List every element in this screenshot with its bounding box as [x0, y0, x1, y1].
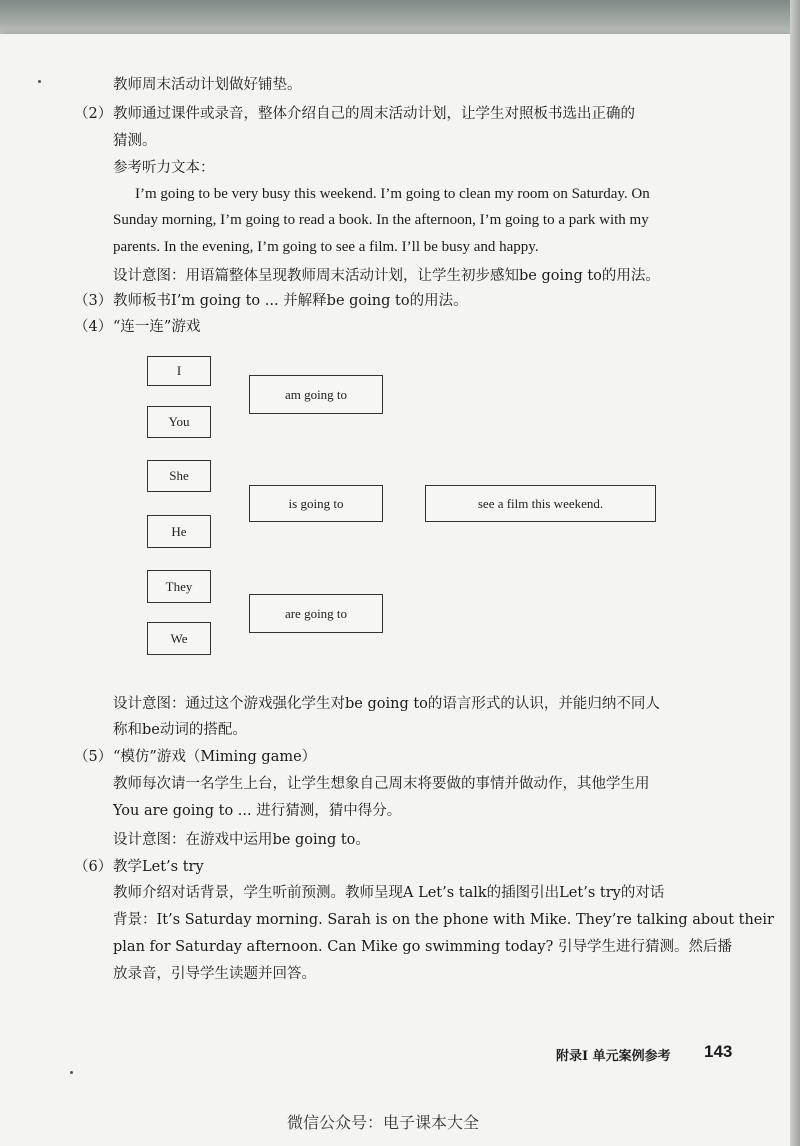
intro-line: 教师周末活动计划做好铺垫。	[113, 77, 302, 93]
design-intent-1: 设计意图：用语篇整体呈现教师周末活动计划，让学生初步感知be going to的用法。	[113, 268, 660, 284]
item-6-line: 教师介绍对话背景，学生听前预测。教师呈现A Let’s talk的插图引出Let’s try的对话	[113, 885, 665, 901]
pronoun-box: You	[147, 406, 211, 438]
item-6-text: 教学Let’s try	[113, 859, 204, 875]
item-6-number: （6）	[74, 859, 113, 875]
item-6-line: plan for Saturday afternoon. Can Mike go swimming today? 引导学生进行猜测。然后播	[113, 939, 732, 955]
pronoun-box: I	[147, 356, 211, 386]
page-edge	[790, 0, 800, 1146]
item-3-number: （3）	[74, 293, 113, 309]
pronoun-box: He	[147, 515, 211, 548]
item-4-number: （4）	[74, 319, 113, 335]
phrase-box: see a film this weekend.	[425, 485, 656, 522]
item-2-text-cont: 猜测。	[113, 133, 157, 149]
item-5-text: “模仿”游戏（Miming game）	[113, 749, 317, 765]
listening-text-line: parents. In the evening, I’m going to see a film. I’ll be busy and happy.	[113, 239, 539, 255]
design-intent-2-cont: 称和be动词的搭配。	[113, 722, 247, 738]
design-intent-3: 设计意图：在游戏中运用be going to。	[113, 832, 370, 848]
verb-box: is going to	[249, 485, 383, 522]
pronoun-box: They	[147, 570, 211, 603]
item-5-line: You are going to ... 进行猜测，猜中得分。	[113, 803, 402, 819]
item-4-text: “连一连”游戏	[113, 319, 201, 335]
verb-box: are going to	[249, 594, 383, 633]
print-mark	[70, 1071, 73, 1074]
pronoun-box: We	[147, 622, 211, 655]
item-2-text: 教师通过课件或录音，整体介绍自己的周末活动计划，让学生对照板书选出正确的	[113, 106, 635, 122]
item-3-text: 教师板书I’m going to ... 并解释be going to的用法。	[113, 293, 468, 309]
item-6-line: 背景：It’s Saturday morning. Sarah is on the phone with Mike. They’re talking about their	[113, 912, 774, 928]
item-5-line: 教师每次请一名学生上台，让学生想象自己周末将要做的事情并做动作，其他学生用	[113, 776, 650, 792]
listening-text-line: I’m going to be very busy this weekend. I’m going to clean my room on Saturday. On	[135, 186, 650, 202]
section-label: 附录Ⅰ 单元案例参考	[556, 1049, 671, 1064]
item-6-line: 放录音，引导学生读题并回答。	[113, 966, 316, 982]
verb-box: am going to	[249, 375, 383, 414]
listening-text-line: Sunday morning, I’m going to read a book. In the afternoon, I’m going to a park with my	[113, 212, 649, 228]
pronoun-box: She	[147, 460, 211, 492]
listening-label: 参考听力文本：	[113, 160, 215, 176]
page-number: 143	[704, 1042, 733, 1061]
watermark-text: 微信公众号：电子课本大全	[287, 1113, 480, 1132]
print-mark	[38, 80, 41, 83]
item-2-number: （2）	[74, 106, 113, 122]
item-5-number: （5）	[74, 749, 113, 765]
design-intent-2: 设计意图：通过这个游戏强化学生对be going to的语言形式的认识，并能归纳不同人	[113, 696, 660, 712]
